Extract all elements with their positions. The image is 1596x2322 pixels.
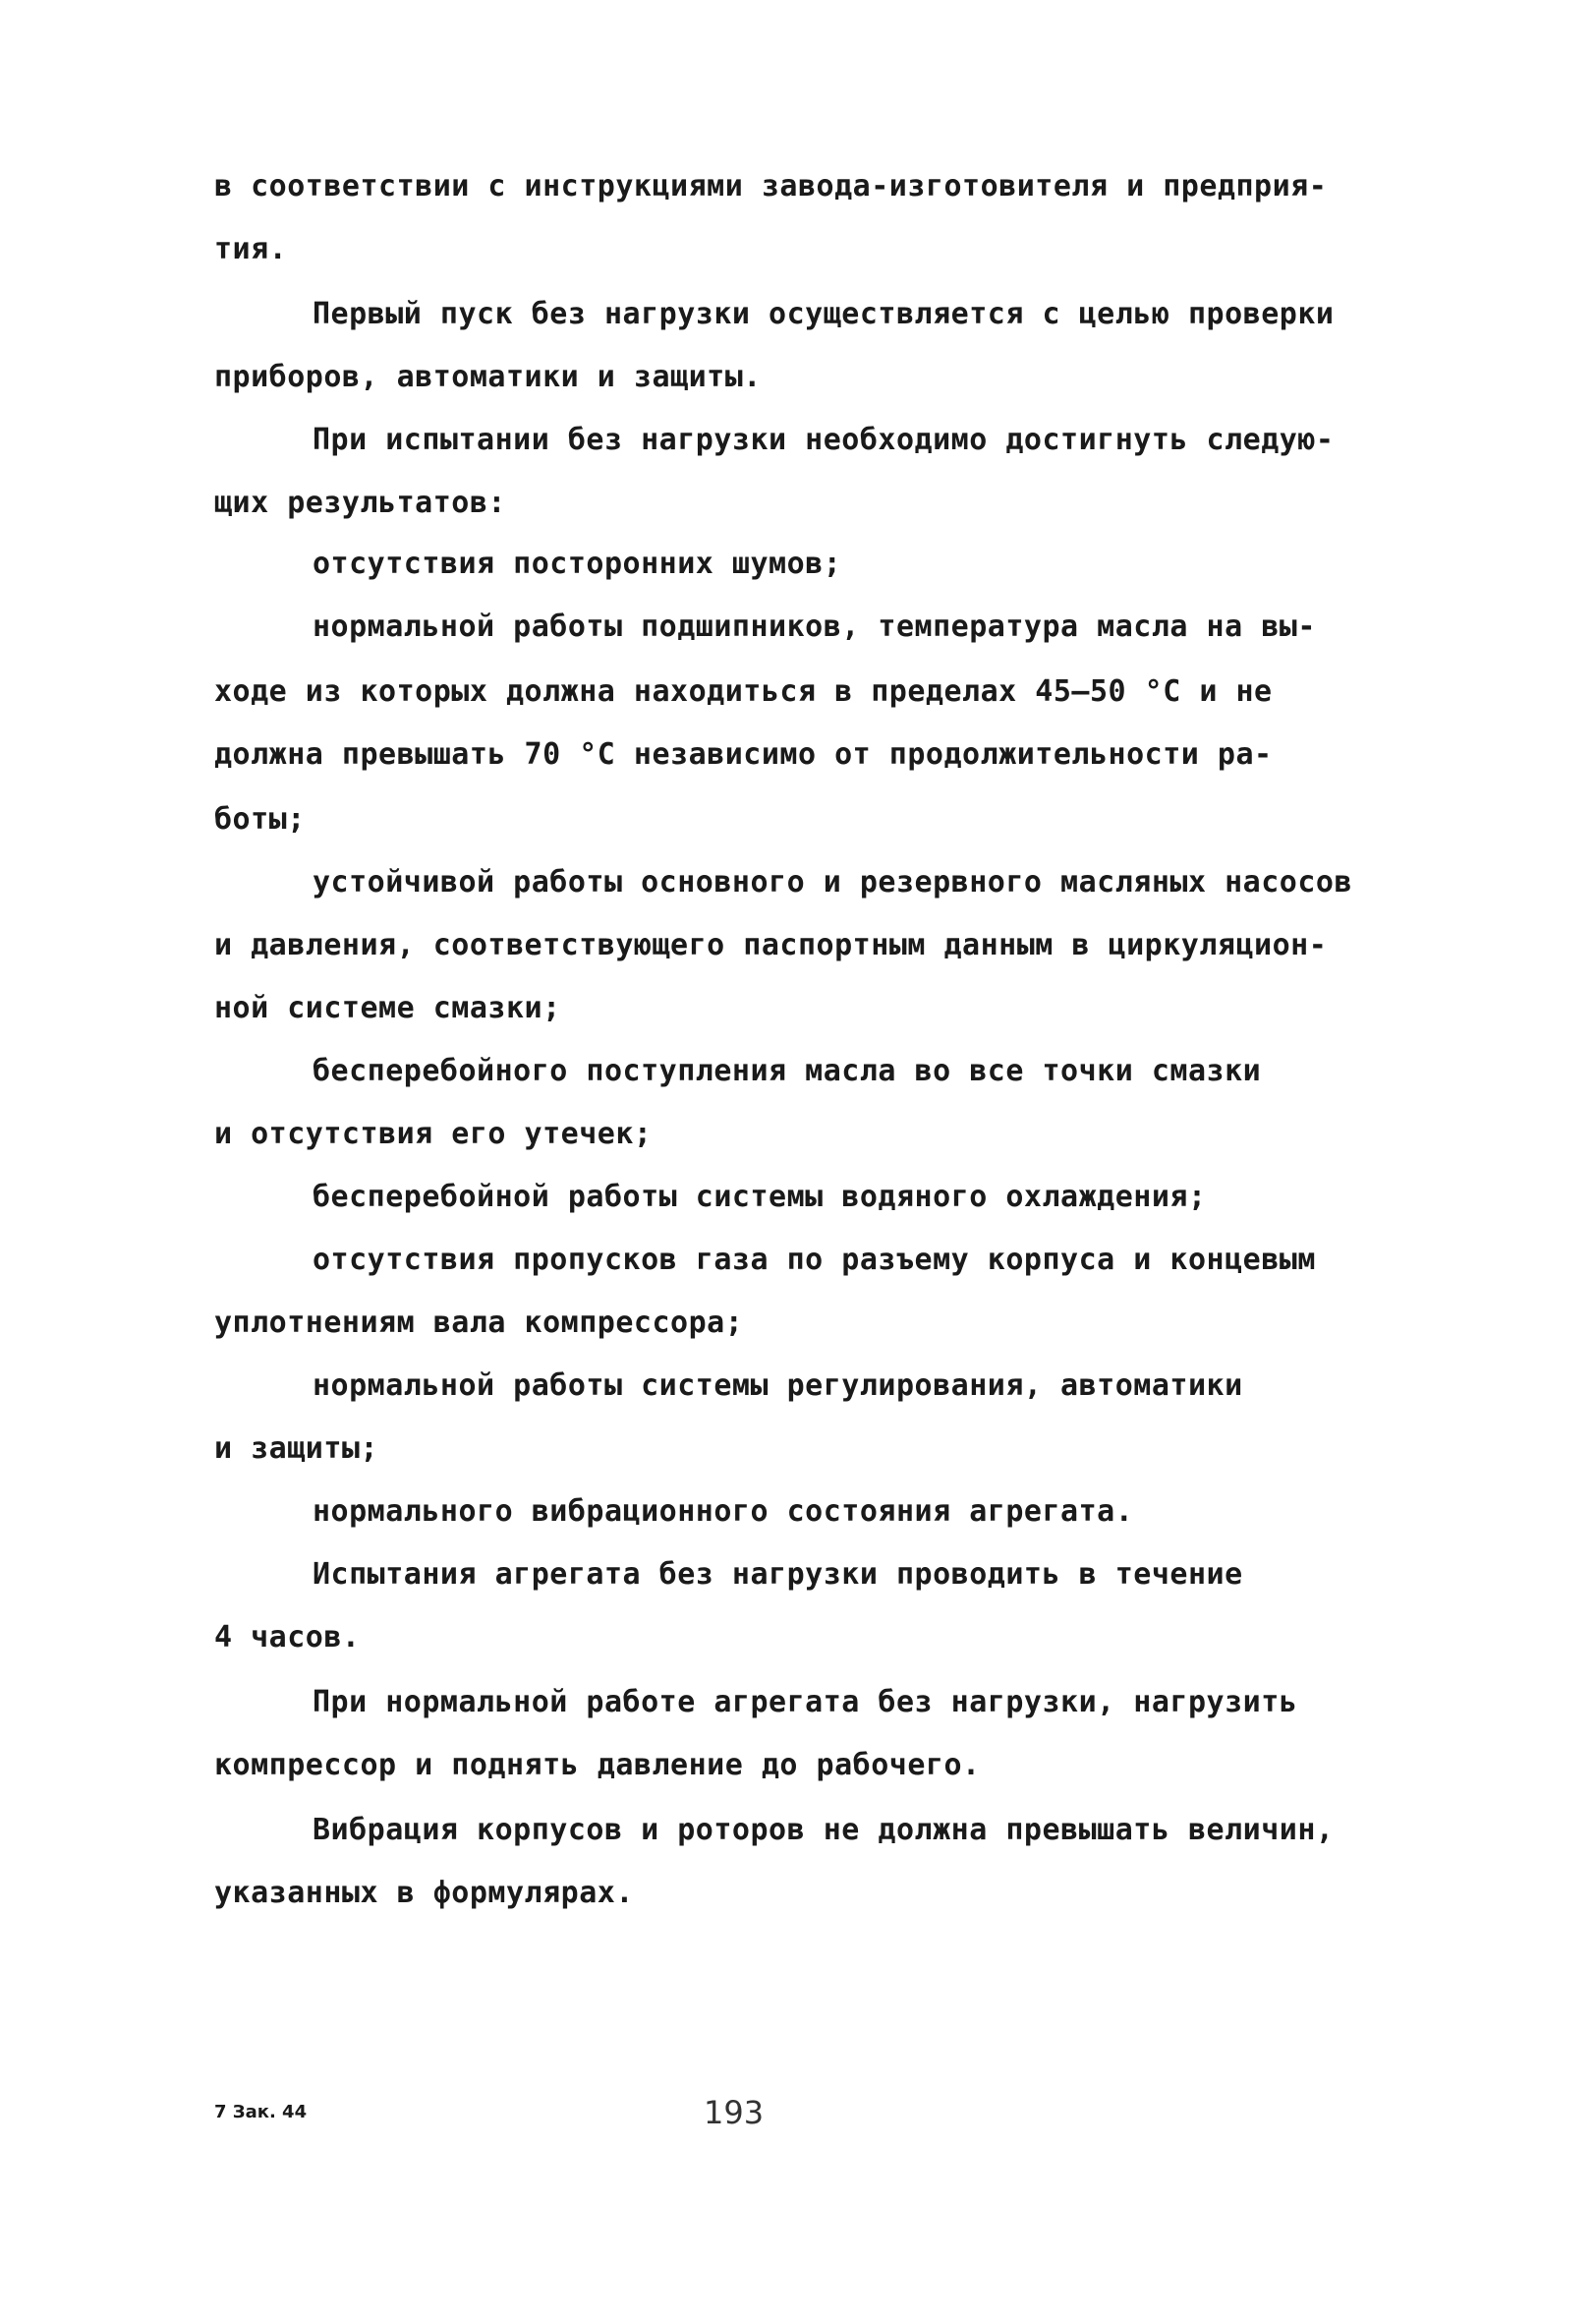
paragraph-first-line: При нормальной работе агрегата без нагрузки, нагрузить [313, 1685, 1298, 1719]
list-item-line: отсутствия посторонних шумов; [313, 547, 842, 581]
paragraph-first-line: При испытании без нагрузки необходимо достигнуть следую- [313, 423, 1335, 457]
text-line: уплотнениям вала компрессора; [214, 1306, 744, 1340]
list-item-line: бесперебойной работы системы водяного охлаждения; [313, 1180, 1207, 1214]
paragraph-first-line: Первый пуск без нагрузки осуществляется с целью проверки [313, 297, 1335, 331]
page-number: 193 [704, 2094, 765, 2131]
paragraph-first-line: Испытания агрегата без нагрузки проводить в течение [313, 1557, 1243, 1592]
list-item-line: нормальной работы системы регулирования, автоматики [313, 1368, 1243, 1403]
text-line: ной системе смазки; [214, 991, 561, 1025]
list-item-line: отсутствия пропусков газа по разъему корпуса и концевым [313, 1243, 1316, 1277]
paragraph-first-line: Вибрация корпусов и роторов не должна превышать величин, [313, 1813, 1335, 1847]
text-line: боты; [214, 802, 306, 837]
text-line: щих результатов: [214, 486, 506, 520]
order-mark: 7 Зак. 44 [214, 2102, 308, 2122]
list-item-line: устойчивой работы основного и резервного масляных насосов [313, 865, 1353, 900]
text-line: ходе из которых должна находиться в пределах 45–50 °С и не [214, 674, 1273, 709]
text-line: и отсутствия его утечек; [214, 1117, 653, 1151]
text-line: приборов, автоматики и защиты. [214, 360, 762, 394]
text-line: тия. [214, 232, 288, 266]
text-line: и давления, соответствующего паспортным данным в циркуляцион- [214, 928, 1328, 962]
list-item-line: нормального вибрационного состояния агрегата. [313, 1494, 1134, 1529]
text-line: в соответствии с инструкциями завода-изготовителя и предприя- [214, 169, 1328, 203]
text-line: должна превышать 70 °С независимо от продолжительности ра- [214, 737, 1273, 772]
text-line: компрессор и поднять давление до рабочего. [214, 1748, 981, 1782]
text-line: указанных в формулярах. [214, 1876, 634, 1910]
text-line: и защиты; [214, 1431, 379, 1466]
text-line: 4 часов. [214, 1620, 361, 1654]
list-item-line: бесперебойного поступления масла во все точки смазки [313, 1054, 1262, 1088]
list-item-line: нормальной работы подшипников, температура масла на вы- [313, 610, 1316, 644]
